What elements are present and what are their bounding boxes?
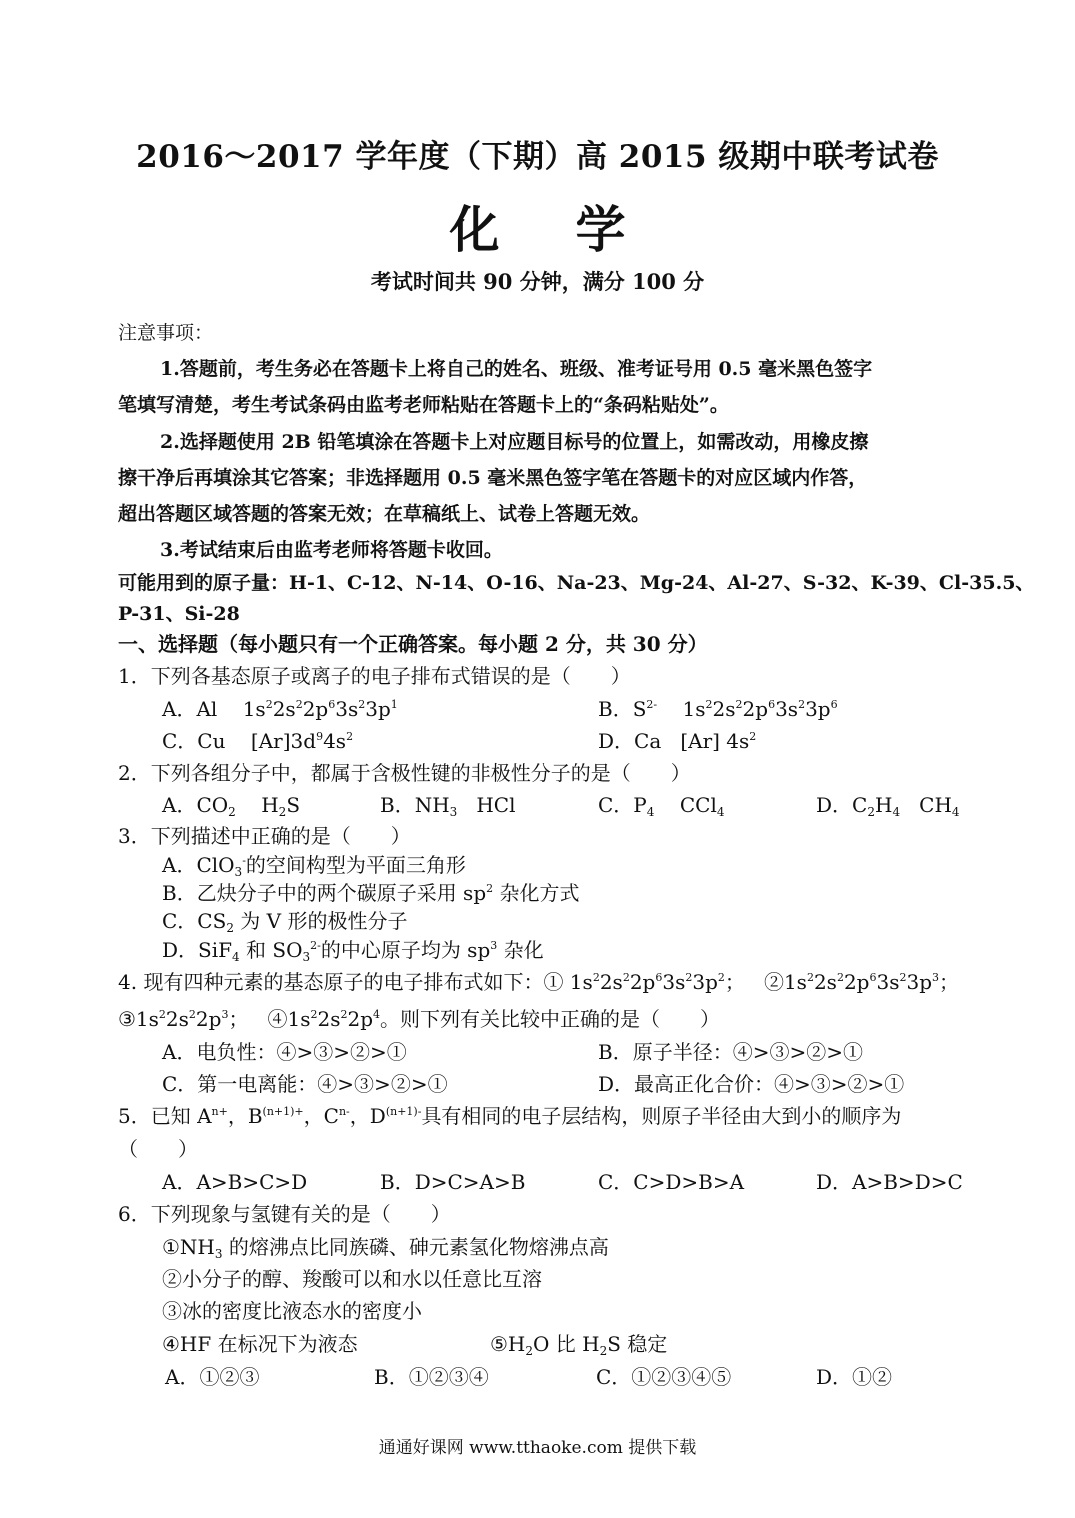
q6-item-2: ②小分子的醇、羧酸可以和水以任意比互溶 <box>162 1267 542 1291</box>
q6-item-1: $①NH_3$ 的熔沸点比同族磷、砷元素氢化物熔沸点高 <box>162 1235 609 1261</box>
section1-heading: 一、选择题（每小题只有一个正确答案。每小题 2 分，共 30 分） <box>118 632 708 656</box>
footer-source: 通通好课网 www.tthaoke.com 提供下载 <box>378 1438 697 1458</box>
notice-item2-line2: 擦干净后再填涂其它答案；非选择题用 0.5 毫米黑色签字笔在答题卡的对应区域内作答， <box>118 467 868 489</box>
q4-option-b: B．原子半径：④>③>②>① <box>598 1040 863 1064</box>
q6-option-a: A．①②③ <box>165 1365 260 1389</box>
notice-item2-line1: 2.选择题使用 2B 铅笔填涂在答题卡上对应题目标号的位置上，如需改动，用橡皮擦 <box>160 431 869 453</box>
q4-option-d: D．最高正化合价：④>③>②>① <box>598 1072 905 1096</box>
q5-option-c: C．C>D>B>A <box>598 1170 745 1194</box>
q3-option-b-text: B．乙炔分子中的两个碳原子采用 sp <box>162 881 487 905</box>
q5-option-a: A．A>B>C>D <box>162 1170 308 1194</box>
notice-item1-line1: 1.答题前，考生务必在答题卡上将自己的姓名、班级、准考证号用 0.5 毫米黑色签字 <box>160 358 873 380</box>
subject-char-2: 学 <box>575 200 626 259</box>
q5-option-d: D．A>B>D>C <box>816 1170 963 1194</box>
q4-option-c: C．第一电离能：④>③>②>① <box>162 1072 448 1096</box>
notice-item1-line2: 笔填写清楚，考生考试条码由监考老师粘贴在答题卡上的“条码粘贴处”。 <box>118 394 729 416</box>
q6-item-3: ③冰的密度比液态水的密度小 <box>162 1299 422 1323</box>
exam-title: 2016～2017 学年度（下期）高 2015 级期中联考试卷 <box>136 139 939 175</box>
atomic-masses-line1: 可能用到的原子量：H-1、C-12、N-14、O-16、Na-23、Mg-24、Al-27、S-32、K-39、Cl-35.5、 <box>118 572 1035 594</box>
q4-stem-a: 4. 现有四种元素的基态原子的电子排布式如下：① <box>118 970 564 994</box>
notice-heading: 注意事项： <box>118 322 214 344</box>
q6-stem: 6．下列现象与氢键有关的是（ ） <box>118 1202 451 1226</box>
q3-option-c: C．$CS_2$ 为 V 形的极性分子 <box>162 909 408 935</box>
q3-stem: 3．下列描述中正确的是（ ） <box>118 824 411 848</box>
q2-option-b: B．$NH_3$ HCl <box>380 793 516 819</box>
q2-option-a: A．$CO_2$ $H_2S$ <box>162 793 301 819</box>
q4-stem-b: 则下列有关比较中正确的是（ ） <box>400 1007 721 1031</box>
notice-item2-line3: 超出答题区域答题的答案无效；在草稿纸上、试卷上答题无效。 <box>118 503 651 525</box>
q1-option-d: D．Ca [Ar] $4s^2$ <box>598 729 757 753</box>
q1-option-c: C．Cu $[Ar]3d^94s^2$ <box>162 729 354 753</box>
q6-option-c: C．①②③④⑤ <box>596 1365 732 1389</box>
q5-stem: 5．已知 $A^{n+}$，$B^{(n+1)+}$，$C^{n-}$，$D^{(n+1)-}$具有相同的电子层结构，则原子半径由大到小的顺序为 <box>118 1104 902 1128</box>
q2-option-c: C．$P_4$ CCl$_4$ <box>598 793 725 819</box>
q6-option-b: B．①②③④ <box>374 1365 489 1389</box>
q4-stem-line2: $③1s^22s^22p^3$； $④1s^22s^22p^4$。则下列有关比较中正确的是（ ） <box>118 1007 721 1031</box>
atomic-masses-line2: P-31、Si-28 <box>118 603 240 625</box>
q3-option-b <box>162 878 579 908</box>
q4-option-a: A．电负性：④>③>②>① <box>162 1040 407 1064</box>
time-info: 考试时间共 90 分钟，满分 100 分 <box>370 269 705 294</box>
q5-paren: （ ） <box>118 1137 198 1161</box>
q6-item-4: ④HF 在标况下为液态 <box>162 1332 358 1356</box>
q6-item-5: $⑤H_2O$ 比 $H_2S$ 稳定 <box>490 1332 668 1358</box>
q1-option-b: B．$S^{2-}$ $1s^22s^22p^63s^23p^6$ <box>598 697 838 721</box>
q3-option-b-sup: 2 <box>486 882 494 895</box>
q3-option-a: A．ClO$_3$-的空间构型为平面三角形 <box>162 853 466 879</box>
q3-option-b-tail: 杂化方式 <box>493 881 580 905</box>
q6-option-d: D．①② <box>816 1365 893 1389</box>
subject-char-1: 化 <box>449 200 500 259</box>
q2-stem: 2．下列各组分子中，都属于含极性键的非极性分子的是（ ） <box>118 761 691 785</box>
q1-option-a: A．Al $1s^22s^22p^63s^23p^1$ <box>162 697 398 721</box>
q5-stem-tail: 具有相同的电子层结构，则原子半径由大到小的顺序为 <box>421 1104 902 1128</box>
notice-item3: 3.考试结束后由监考老师将答题卡收回。 <box>160 539 503 561</box>
subject-title <box>0 190 1075 262</box>
q4-stem-line1: 4. 现有四种元素的基态原子的电子排布式如下：① $1s^22s^22p^63s^23p^2$； $②1s^22s^22p^63s^23p^3$； <box>118 970 959 994</box>
q1-stem: 1．下列各基态原子或离子的电子排布式错误的是（ ） <box>118 664 631 688</box>
q2-option-d: D．$C_2H_4$ $CH_4$ <box>816 793 960 819</box>
q5-option-b: B．D>C>A>B <box>380 1170 526 1194</box>
q3-option-d: D．SiF$_4$ 和 $SO_3^{2-}$的中心原子均为 $sp^3$ 杂化 <box>162 938 544 964</box>
